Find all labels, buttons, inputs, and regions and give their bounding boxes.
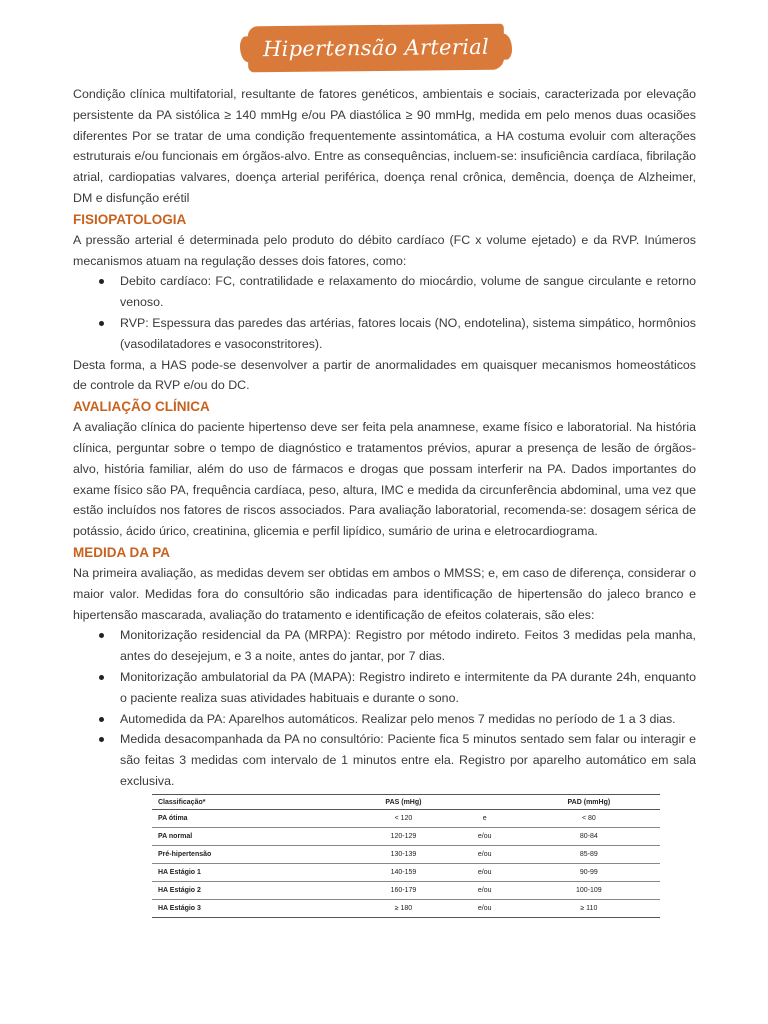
table-header-row: [152, 795, 660, 810]
list-item: Debito cardíaco: FC, contratilidade e relaxamento do miocárdio, volume de sangue circulante e retorno venoso.: [120, 271, 696, 313]
title-banner: [248, 24, 504, 73]
fisiopatologia-list: [73, 271, 696, 354]
table-cell: HA Estágio 1: [152, 864, 355, 882]
avaliacao-paragraph: A avaliação clínica do paciente hipertenso deve ser feita pela anamnese, exame físico e laboratorial. Na história clínica, perguntar sobre o tempo de diagnóstico e tratamentos prévios, apurar a presença de lesão de órgãos-alvo, história familiar, além do uso de fármacos e drogas que possam interferir na PA. Dados importantes do exame físico são PA, frequência cardíaca, peso, altura, IMC e medida da circunferência abdominal, uma vez que estão incluídos nos fatores de riscos associados. Para avaliação laboratorial, recomenda-se: dosagem sérica de potássio, ácido úrico, creatinina, glicemia e perfil lipídico, sumário de urina e eletrocardiograma.: [73, 420, 696, 539]
table-cell: ≥ 110: [518, 900, 660, 918]
intro-paragraph: Condição clínica multifatorial, resultante de fatores genéticos, ambientais e sociais, caracterizada por elevação persistente da PA sistólica ≥ 140 mmHg e/ou PA diastólica ≥ 90 mmHg, medida em pelo menos duas ocasiões diferentes Por se tratar de uma condição frequentemente assintomática, a HA costuma evoluir com alterações estruturais e/ou funcionais em órgãos-alvo. Entre as consequências, incluem-se: insuficiência cardíaca, fibrilação atrial, cardiopatias valvares, doença arterial periférica, doença renal crônica, demência, doença de Alzheimer, DM e disfunção erétil: [73, 87, 696, 205]
table-cell: 85-89: [518, 846, 660, 864]
fisiopatologia-paragraph: A pressão arterial é determinada pelo produto do débito cardíaco (FC x volume ejetado) e da RVP. Inúmeros mecanismos atuam na regulação desses dois fatores, como:: [73, 232, 696, 268]
list-item: RVP: Espessura das paredes das artérias, fatores locais (NO, endotelina), sistema simpático, hormônios (vasodilatadores e vasoconstritores).: [120, 313, 696, 355]
list-item: Medida desacompanhada da PA no consultório: Paciente fica 5 minutos sentado sem falar ou interagir e são feitas 3 medidas com intervalo de 1 minutos entre ela. Registro por aparelho automático em sala exclusiva.: [120, 729, 696, 791]
table-cell: 80-84: [518, 828, 660, 846]
table-cell: e/ou: [452, 864, 518, 882]
table-cell: HA Estágio 3: [152, 900, 355, 918]
table-cell: HA Estágio 2: [152, 882, 355, 900]
classification-table: [152, 794, 660, 918]
table-row: [152, 828, 660, 846]
table-cell: e/ou: [452, 828, 518, 846]
table-header: [452, 795, 518, 810]
list-item: Monitorização ambulatorial da PA (MAPA): Registro indireto e intermitente da PA durante 24h, enquanto o paciente realiza suas atividades habituais e durante o sono.: [120, 667, 696, 709]
table-cell: 100-109: [518, 882, 660, 900]
table-header: PAS (mHg): [355, 795, 452, 810]
table-row: [152, 882, 660, 900]
table-header: Classificação*: [152, 795, 355, 810]
table-cell: PA ótima: [152, 810, 355, 828]
table-cell: < 120: [355, 810, 452, 828]
table-cell: 160-179: [355, 882, 452, 900]
table-cell: e/ou: [452, 900, 518, 918]
table-header: PAD (mmHg): [518, 795, 660, 810]
table-cell: 120-129: [355, 828, 452, 846]
table-cell: 90-99: [518, 864, 660, 882]
table-cell: PA normal: [152, 828, 355, 846]
medida-list: [73, 625, 696, 791]
list-item: Automedida da PA: Aparelhos automáticos. Realizar pelo menos 7 medidas no período de 1 a 3 dias.: [120, 709, 696, 730]
table-cell: Pré-hipertensão: [152, 846, 355, 864]
medida-paragraph: Na primeira avaliação, as medidas devem ser obtidas em ambos o MMSS; e, em caso de diferença, considerar o maior valor. Medidas fora do consultório são indicadas para identificação de hipertensão do jaleco branco e hipertensão mascarada, avaliação do tratamento e identificação de efeitos colaterais, são eles:: [73, 565, 696, 622]
section-heading-avaliacao: AVALIAÇÃO CLÍNICA: [73, 399, 210, 415]
section-heading-medida: MEDIDA DA PA: [73, 544, 170, 560]
table-cell: < 80: [518, 810, 660, 828]
section-heading-fisiopatologia: FISIOPATOLOGIA: [73, 211, 187, 227]
document-body: [73, 84, 696, 792]
table-cell: 130-139: [355, 846, 452, 864]
classification-table-wrap: [152, 794, 660, 918]
table-row: [152, 810, 660, 828]
table-cell: e/ou: [452, 882, 518, 900]
table-cell: 140-159: [355, 864, 452, 882]
table-row: [152, 846, 660, 864]
table-row: [152, 900, 660, 918]
list-item: Monitorização residencial da PA (MRPA): Registro por método indireto. Feitos 3 medidas pela manha, antes do desejejum, e 3 a noite, antes do jantar, por 7 dias.: [120, 625, 696, 667]
page-title: Hipertensão Arterial: [262, 34, 490, 62]
table-cell: e: [452, 810, 518, 828]
table-cell: ≥ 180: [355, 900, 452, 918]
fisiopatologia-closing: Desta forma, a HAS pode-se desenvolver a partir de anormalidades em quaisquer mecanismos homeostáticos de controle da RVP e/ou do DC.: [73, 357, 696, 393]
table-row: [152, 864, 660, 882]
table-cell: e/ou: [452, 846, 518, 864]
